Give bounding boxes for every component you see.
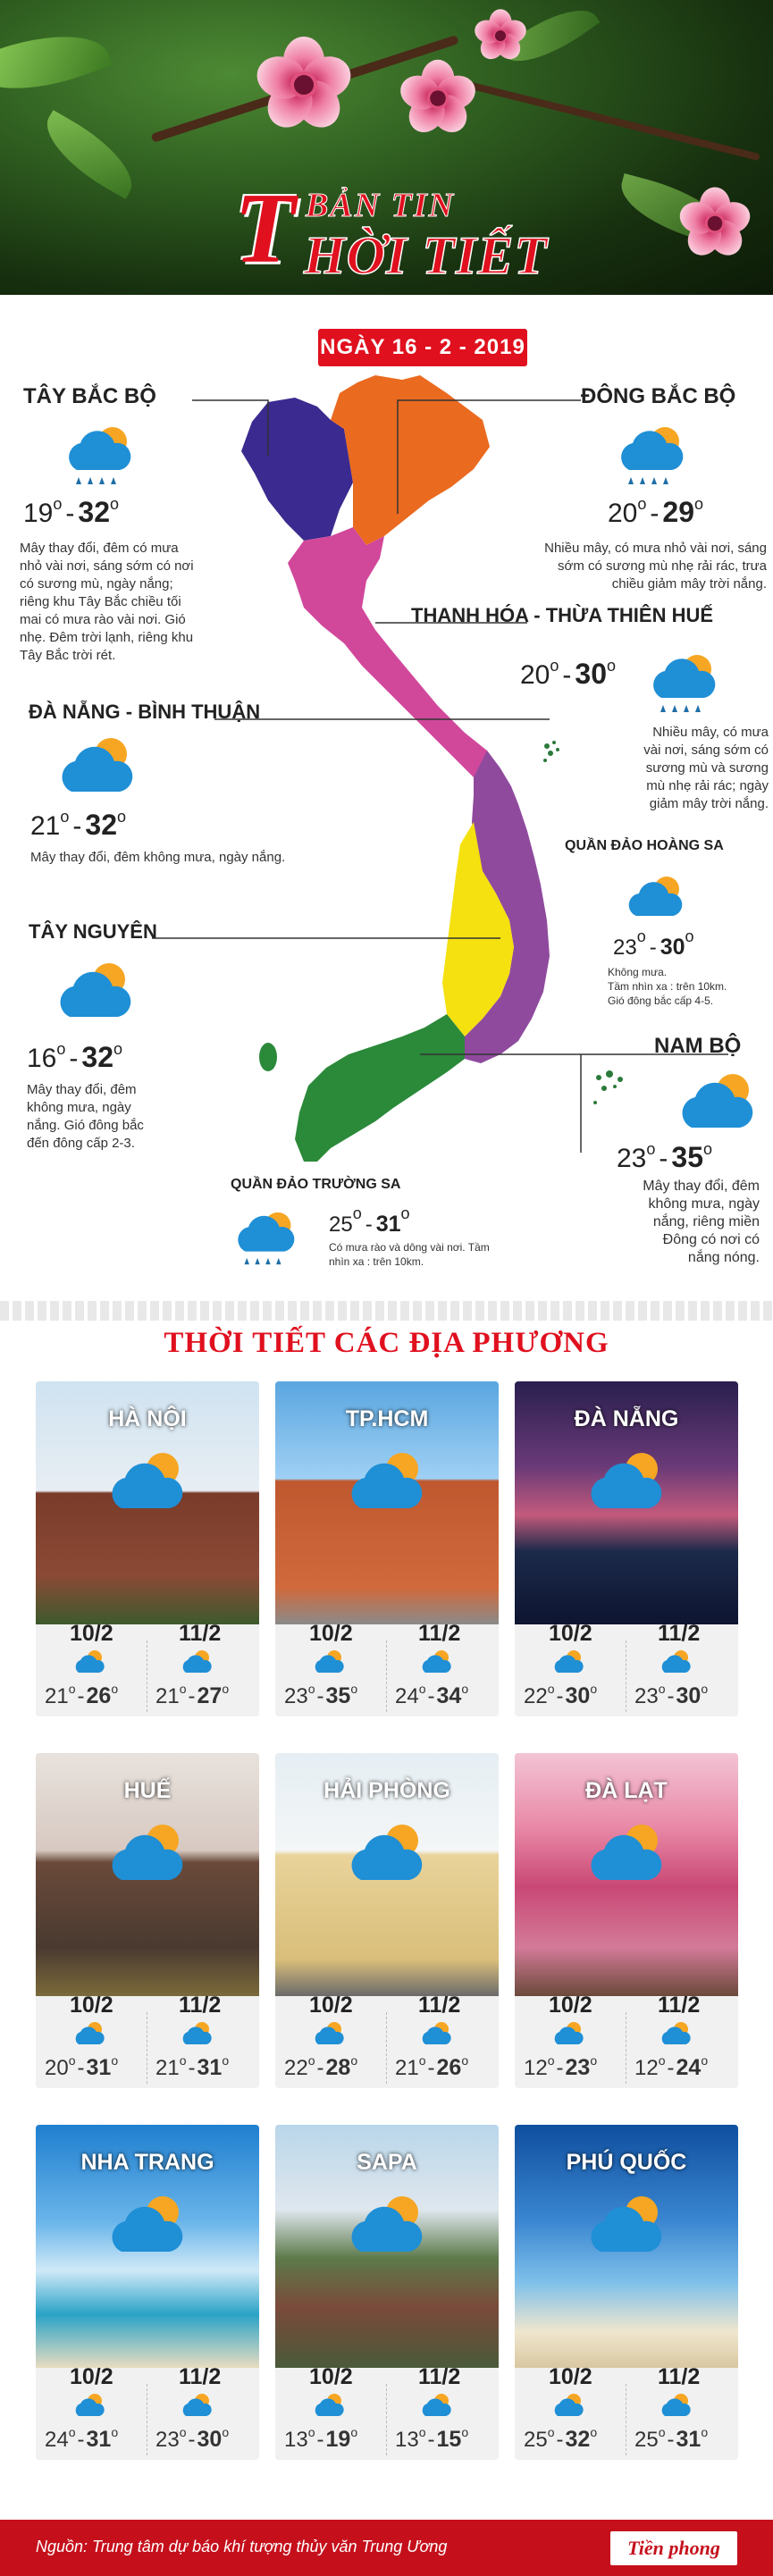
- day-temp-range: 22o-30o: [524, 1682, 598, 1708]
- day-label: 10/2: [549, 1993, 592, 2018]
- day-label: 11/2: [418, 1621, 461, 1646]
- day-temp-range: 25o-31o: [634, 2425, 709, 2452]
- sun-cloud-icon: [550, 1648, 586, 1681]
- desc-hoang-sa: Không mưa. Tầm nhìn xa : trên 10km. Gió đông bắc cấp 4-5.: [608, 966, 727, 1007]
- sun-cloud-icon: [71, 1648, 107, 1681]
- cloud-rain-icon: [231, 1204, 304, 1277]
- day-temp-range: 13o-15o: [395, 2425, 469, 2452]
- day-temp-range: 21o-26o: [45, 1682, 119, 1708]
- forecast-divider: [386, 2012, 387, 2084]
- sun-cloud-icon: [54, 956, 139, 1028]
- sun-cloud-icon: [584, 2189, 674, 2265]
- day-temp-range: 20o-31o: [45, 2053, 119, 2080]
- temp-range-dong-bac: 20o - 29o: [608, 495, 703, 528]
- region-name-dong-bac: ĐÔNG BẮC BỘ: [581, 384, 736, 408]
- footer-bar: [0, 2520, 773, 2576]
- temp-range-da-nang: 21o - 32o: [30, 808, 126, 841]
- sun-cloud-icon: [676, 1067, 765, 1139]
- day-temp-range: 23o-35o: [284, 1682, 358, 1708]
- sun-cloud-icon: [658, 2391, 693, 2424]
- desc-truong-sa: Có mưa rào và dông vài nơi. Tầm nhìn xa : trên 10km.: [329, 1241, 490, 1268]
- desc-dong-bac: Nhiều mây, có mưa nhỏ vài nơi, sáng sớm có sương mù nhẹ rải rác, trưa chiều giảm mây trời nắng.: [544, 541, 767, 592]
- day-label: 10/2: [70, 2364, 113, 2389]
- sun-cloud-icon: [418, 1648, 454, 1681]
- city-card: [275, 1753, 499, 2088]
- sun-cloud-icon: [550, 2019, 586, 2052]
- desc-tay-bac: Mây thay đổi, đêm có mưa nhỏ vài nơi, sáng sớm có nơi có sương mù, ngày nắng; riêng khu Tây Bắc chiều tối mai có mưa rào vài nơi. Gió nhẹ. Đêm trời lạnh, riêng khu Tây Bắc trời rét.: [20, 541, 194, 663]
- day-temp-range: 23o-30o: [634, 1682, 709, 1708]
- region-name-hoang-sa: QUẦN ĐẢO HOÀNG SA: [565, 838, 724, 853]
- city-name: HUẾ: [123, 1778, 172, 1803]
- sun-cloud-icon: [311, 2019, 347, 2052]
- region-name-truong-sa: QUẦN ĐẢO TRƯỜNG SA: [231, 1177, 401, 1192]
- cloud-rain-icon: [645, 648, 726, 724]
- island-icon: [590, 1067, 643, 1125]
- region-name-da-nang: ĐÀ NẴNG - BÌNH THUẬN: [29, 701, 261, 723]
- page-title: [234, 173, 592, 286]
- sun-cloud-icon: [105, 2189, 195, 2265]
- day-label: 11/2: [418, 2364, 461, 2389]
- flower-core: [430, 90, 446, 106]
- sun-cloud-icon: [418, 2019, 454, 2052]
- day-temp-range: 12o-24o: [634, 2053, 709, 2080]
- sun-cloud-icon: [311, 1648, 347, 1681]
- sun-cloud-icon: [345, 1446, 434, 1522]
- title-line-2: HỜI TIẾT: [304, 226, 549, 285]
- city-card: [515, 2125, 738, 2460]
- city-name: SAPA: [357, 2150, 417, 2175]
- source-note: Nguồn: Trung tâm dự báo khí tượng thủy văn Trung Ương: [36, 2538, 448, 2555]
- sun-cloud-icon: [584, 1817, 674, 1893]
- desc-nam-bo: Mây thay đổi, đêm không mưa, ngày nắng, riêng miền Đông có nơi có nắng nóng.: [643, 1179, 760, 1265]
- temp-range-truong-sa: 25o - 31o: [329, 1204, 410, 1237]
- leaf-decoration: [0, 14, 113, 111]
- temp-range-tay-bac: 19o - 32o: [23, 495, 119, 528]
- sun-cloud-icon: [55, 731, 141, 803]
- flower-core: [294, 75, 314, 95]
- map-region-nam-bo: [295, 1014, 465, 1162]
- day-label: 11/2: [418, 1993, 461, 2018]
- day-label: 11/2: [179, 1621, 222, 1646]
- city-name: TP.HCM: [345, 1406, 429, 1431]
- sun-cloud-icon: [345, 2189, 434, 2265]
- publisher-logo: Tiền phong: [610, 2531, 737, 2565]
- sun-cloud-icon: [179, 2391, 214, 2424]
- temp-range-nam-bo: 23o - 35o: [617, 1140, 712, 1173]
- city-name: ĐÀ LẠT: [585, 1778, 668, 1803]
- sun-cloud-icon: [71, 2019, 107, 2052]
- day-temp-range: 22o-28o: [284, 2053, 358, 2080]
- day-label: 11/2: [658, 1993, 701, 2018]
- region-name-thanh-hoa-hue: THANH HÓA - THỪA THIÊN HUẾ: [411, 604, 714, 626]
- city-card: [36, 1753, 259, 2088]
- leaf-decoration: [33, 110, 147, 199]
- day-label: 10/2: [309, 2364, 353, 2389]
- day-temp-range: 21o-26o: [395, 2053, 469, 2080]
- day-temp-range: 13o-19o: [284, 2425, 358, 2452]
- city-card: [36, 2125, 259, 2460]
- temp-range-tay-nguyen: 16o - 32o: [27, 1040, 122, 1073]
- day-label: 10/2: [70, 1993, 113, 2018]
- city-card: [515, 1381, 738, 1716]
- desc-thanh-hoa-hue: Nhiều mây, có mưa vài nơi, sáng sớm có sương mù và sương mù nhẹ rải rác; ngày giảm mây trời nắng.: [643, 725, 769, 811]
- city-card: [515, 1753, 738, 2088]
- branch-decoration: [464, 80, 760, 161]
- map-region-bac-trung-bo: [288, 527, 500, 782]
- sun-cloud-icon: [179, 1648, 214, 1681]
- day-temp-range: 25o-32o: [524, 2425, 598, 2452]
- sun-cloud-icon: [584, 1446, 674, 1522]
- section-divider: [0, 1301, 773, 1321]
- title-letter: T: [234, 173, 296, 284]
- day-temp-range: 23o-30o: [155, 2425, 230, 2452]
- sun-cloud-icon: [71, 2391, 107, 2424]
- header-banner: [0, 0, 773, 295]
- day-label: 10/2: [309, 1993, 353, 2018]
- forecast-divider: [386, 1640, 387, 1712]
- region-name-nam-bo: NAM BỘ: [654, 1034, 742, 1058]
- flower-core: [708, 216, 723, 231]
- flower-core: [495, 30, 506, 41]
- sun-cloud-icon: [658, 2019, 693, 2052]
- day-label: 10/2: [549, 1621, 592, 1646]
- day-temp-range: 24o-34o: [395, 1682, 469, 1708]
- local-section-title: THỜI TIẾT CÁC ĐỊA PHƯƠNG: [164, 1327, 609, 1359]
- forecast-divider: [386, 2384, 387, 2455]
- sun-cloud-icon: [418, 2391, 454, 2424]
- city-card: [275, 1381, 499, 1716]
- city-name: PHÚ QUỐC: [566, 2150, 687, 2175]
- day-label: 11/2: [658, 2364, 701, 2389]
- sun-cloud-icon: [179, 2019, 214, 2052]
- day-temp-range: 12o-23o: [524, 2053, 598, 2080]
- title-line-1: BẢN TIN: [306, 187, 456, 224]
- date-badge: NGÀY 16 - 2 - 2019: [318, 329, 527, 366]
- day-temp-range: 21o-31o: [155, 2053, 230, 2080]
- region-name-tay-bac: TÂY BẮC BỘ: [23, 384, 156, 408]
- city-card: [36, 1381, 259, 1716]
- day-label: 10/2: [309, 1621, 353, 1646]
- day-label: 11/2: [179, 2364, 222, 2389]
- sun-cloud-icon: [550, 2391, 586, 2424]
- day-label: 10/2: [70, 1621, 113, 1646]
- day-label: 11/2: [179, 1993, 222, 2018]
- city-name: ĐÀ NẴNG: [574, 1406, 679, 1431]
- day-label: 10/2: [549, 2364, 592, 2389]
- city-name: NHA TRANG: [80, 2150, 214, 2175]
- city-name: HÀ NỘI: [108, 1406, 187, 1431]
- temp-range-hoang-sa: 23o - 30o: [613, 927, 694, 960]
- cloud-rain-icon: [613, 420, 693, 496]
- sun-cloud-icon: [658, 1648, 693, 1681]
- desc-tay-nguyen: Mây thay đổi, đêm không mưa, ngày nắng. Gió đông bắc đến đông cấp 2-3.: [27, 1082, 144, 1151]
- sun-cloud-icon: [105, 1817, 195, 1893]
- city-card: [275, 2125, 499, 2460]
- city-name: HẢI PHÒNG: [323, 1778, 450, 1803]
- map-island-phu-quoc: [259, 1043, 277, 1071]
- sun-cloud-icon: [345, 1817, 434, 1893]
- island-icon: [540, 737, 576, 777]
- sun-cloud-icon: [311, 2391, 347, 2424]
- sun-cloud-icon: [105, 1446, 195, 1522]
- temp-range-thanh-hoa-hue: 20o - 30o: [520, 657, 616, 690]
- day-label: 11/2: [658, 1621, 701, 1646]
- day-temp-range: 21o-27o: [155, 1682, 230, 1708]
- sun-cloud-icon: [626, 871, 690, 926]
- region-name-tay-nguyen: TÂY NGUYÊN: [29, 920, 157, 943]
- day-temp-range: 24o-31o: [45, 2425, 119, 2452]
- desc-da-nang: Mây thay đổi, đêm không mưa, ngày nắng.: [30, 850, 286, 865]
- cloud-rain-icon: [61, 420, 141, 496]
